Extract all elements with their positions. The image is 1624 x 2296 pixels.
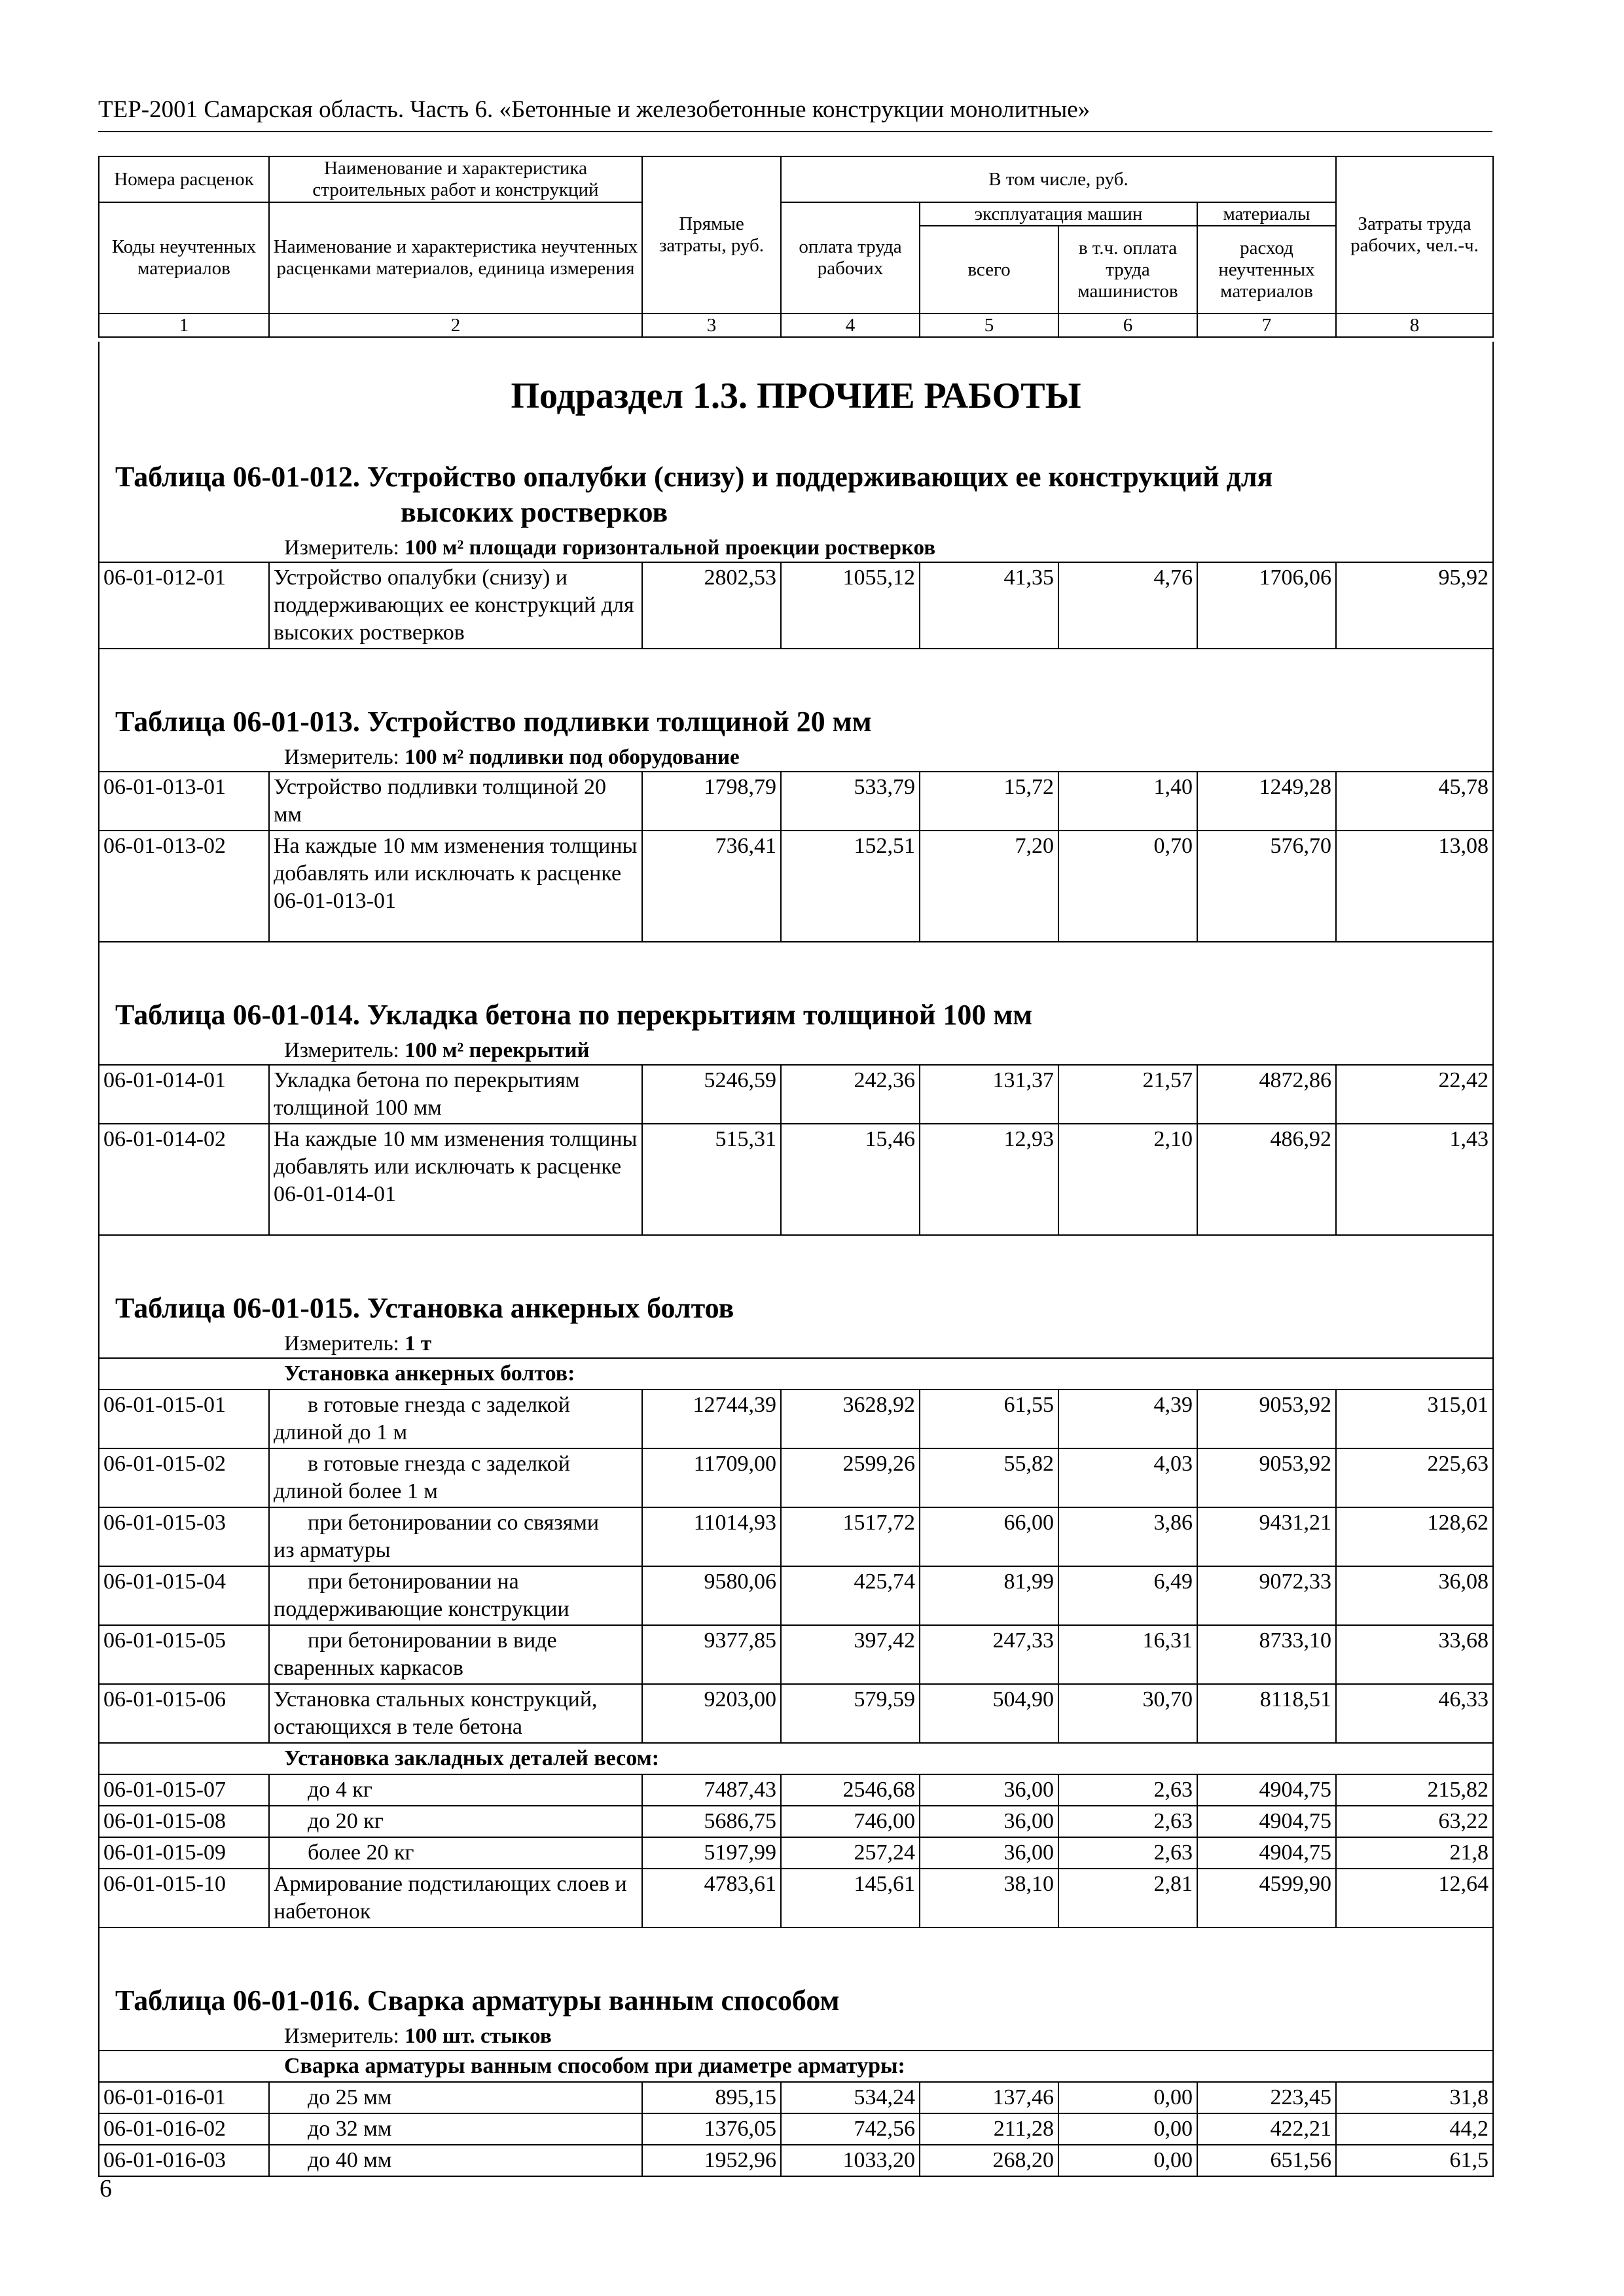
page-number: 6 [99,2175,112,2202]
cell-c6: 16,31 [1058,1625,1197,1684]
cell-code: 06-01-012-01 [99,562,269,649]
cell-code: 06-01-014-01 [99,1065,269,1124]
cell-name-text: до 32 мм [308,2117,392,2141]
cell-name-line2: длиной более 1 м [274,1479,438,1503]
cell-code: 06-01-015-02 [99,1448,269,1507]
cell-c5: 61,55 [920,1390,1058,1448]
cell-name-line2: поддерживающие конструкции [274,1597,569,1621]
cell-code: 06-01-015-08 [99,1806,269,1837]
cell-c7: 1706,06 [1197,562,1336,649]
col-number: 8 [1336,314,1493,337]
cell-c6: 30,70 [1058,1684,1197,1743]
cell-c8: 31,8 [1336,2082,1493,2113]
cell-c5: 137,46 [920,2082,1058,2113]
section-spacer [99,649,1493,685]
cell-c4: 579,59 [781,1684,920,1743]
cell-code: 06-01-016-03 [99,2145,269,2176]
cell-c3: 5197,99 [642,1837,781,1869]
cell-name-line2: сваренных каркасов [274,1656,463,1680]
cell-name-line1: при бетонировании на [308,1570,519,1594]
cell-name-text: более 20 кг [308,1840,414,1865]
table-title-013-text: Таблица 06-01-013. Устройство подливки толщиной 20 мм [115,706,872,738]
measure-013 [99,744,1493,772]
cell-name [269,1566,642,1625]
cell-c4: 397,42 [781,1625,920,1684]
table-row [99,1625,1493,1684]
cell-c3: 4783,61 [642,1869,781,1928]
cell-code: 06-01-015-10 [99,1869,269,1928]
cell-c8: 45,78 [1336,772,1493,831]
measure-label: Измеритель: [284,1332,405,1355]
cell-name: Установка стальных конструкций, остающихся в теле бетона [269,1684,642,1743]
cell-c8: 36,08 [1336,1566,1493,1625]
measure-label: Измеритель: [284,2024,405,2048]
cell-name [269,1448,642,1507]
cell-c8: 215,82 [1336,1774,1493,1806]
cell-c4: 1055,12 [781,562,920,649]
cell-name [269,1390,642,1448]
cell-c5: 268,20 [920,2145,1058,2176]
header-rule [98,131,1492,132]
measure-015 [99,1330,1493,1358]
cell-c8: 44,2 [1336,2113,1493,2145]
cell-c6: 2,81 [1058,1869,1197,1928]
cell-c5: 38,10 [920,1869,1058,1928]
cell-code: 06-01-016-01 [99,2082,269,2113]
rates-table [98,342,1494,2177]
column-header-table [98,156,1494,338]
cell-code: 06-01-015-07 [99,1774,269,1806]
cell-c4: 15,46 [781,1124,920,1235]
cell-c8: 22,42 [1336,1065,1493,1124]
cell-c5: 7,20 [920,831,1058,942]
cell-name-line1: при бетонировании в виде [308,1628,557,1653]
cell-c8: 315,01 [1336,1390,1493,1448]
table-title-016 [99,1964,1493,2022]
table-row [99,2113,1493,2145]
cell-name: Устройство опалубки (снизу) и поддерживающих ее конструкций для высоких ростверков [269,562,642,649]
cell-name-text: до 25 мм [308,2085,392,2109]
cell-code: 06-01-015-01 [99,1390,269,1448]
col-number: 6 [1058,314,1197,337]
cell-name-text: до 4 кг [308,1778,372,1802]
cell-name [269,1625,642,1684]
cell-c3: 9580,06 [642,1566,781,1625]
cell-c7: 4904,75 [1197,1806,1336,1837]
cell-c6: 1,40 [1058,772,1197,831]
cell-c6: 2,63 [1058,1837,1197,1869]
table-row [99,1566,1493,1625]
cell-c7: 4872,86 [1197,1065,1336,1124]
cell-c7: 576,70 [1197,831,1336,942]
section-spacer [99,1928,1493,1964]
cell-c3: 1952,96 [642,2145,781,2176]
cell-c5: 211,28 [920,2113,1058,2145]
table-row [99,1507,1493,1566]
cell-code: 06-01-015-05 [99,1625,269,1684]
col3-header: Прямые затраты, руб. [642,156,781,314]
cell-name-text: до 20 кг [308,1809,384,1833]
cell-c3: 736,41 [642,831,781,942]
col4-header: оплата труда рабочих [781,202,920,314]
cell-c4: 1033,20 [781,2145,920,2176]
table-row [99,1065,1493,1124]
cell-c6: 2,10 [1058,1124,1197,1235]
col-number: 1 [99,314,269,337]
table-title-012 [99,440,1493,534]
measure-012 [99,534,1493,562]
cell-c7: 1249,28 [1197,772,1336,831]
col-number: 2 [269,314,642,337]
including-header: В том числе, руб. [781,156,1336,202]
cell-c7: 486,92 [1197,1124,1336,1235]
table-title-014-text: Таблица 06-01-014. Укладка бетона по перекрытиям толщиной 100 мм [115,999,1033,1031]
cell-c7: 4904,75 [1197,1774,1336,1806]
col2-header-top: Наименование и характеристика строительных работ и конструкций [269,156,642,202]
machines-header: эксплуатация машин [920,202,1197,226]
cell-code: 06-01-015-09 [99,1837,269,1869]
cell-c7: 223,45 [1197,2082,1336,2113]
cell-name: На каждые 10 мм изменения толщины добавлять или исключать к расценке 06-01-013-01 [269,831,642,942]
cell-c3: 895,15 [642,2082,781,2113]
cell-c6: 0,00 [1058,2145,1197,2176]
measure-014 [99,1037,1493,1065]
cell-c7: 4904,75 [1197,1837,1336,1869]
cell-c3: 7487,43 [642,1774,781,1806]
measure-label: Измеритель: [284,1039,405,1062]
col-number: 7 [1197,314,1336,337]
cell-c5: 81,99 [920,1566,1058,1625]
cell-c7: 4599,90 [1197,1869,1336,1928]
measure-value: 100 м² подливки под оборудование [405,745,740,769]
cell-c3: 5246,59 [642,1065,781,1124]
table-row [99,1684,1493,1743]
cell-c5: 36,00 [920,1837,1058,1869]
cell-name [269,1837,642,1869]
cell-c3: 5686,75 [642,1806,781,1837]
cell-c7: 9431,21 [1197,1507,1336,1566]
cell-c7: 651,56 [1197,2145,1336,2176]
cell-c3: 12744,39 [642,1390,781,1448]
cell-name: Устройство подливки толщиной 20 мм [269,772,642,831]
table-title-015-text: Таблица 06-01-015. Установка анкерных болтов [115,1292,734,1324]
cell-c5: 12,93 [920,1124,1058,1235]
cell-c6: 2,63 [1058,1774,1197,1806]
col2-header-bottom: Наименование и характеристика неучтенных расценками материалов, единица измерения [269,202,642,314]
cell-c6: 0,00 [1058,2113,1197,2145]
cell-c4: 742,56 [781,2113,920,2145]
cell-c4: 2599,26 [781,1448,920,1507]
cell-name: На каждые 10 мм изменения толщины добавлять или исключать к расценке 06-01-014-01 [269,1124,642,1235]
cell-c8: 225,63 [1336,1448,1493,1507]
cell-code: 06-01-015-03 [99,1507,269,1566]
cell-code: 06-01-015-06 [99,1684,269,1743]
materials-header: материалы [1197,202,1336,226]
cell-name-text: до 40 мм [308,2148,392,2172]
cell-c8: 63,22 [1336,1806,1493,1837]
cell-c8: 1,43 [1336,1124,1493,1235]
cell-c6: 4,76 [1058,562,1197,649]
cell-name-line2: из арматуры [274,1538,391,1562]
cell-c7: 8733,10 [1197,1625,1336,1684]
cell-c6: 0,00 [1058,2082,1197,2113]
table-title-013 [99,685,1493,744]
cell-name [269,2082,642,2113]
measure-016 [99,2022,1493,2051]
measure-label: Измеритель: [284,745,405,769]
cell-c6: 2,63 [1058,1806,1197,1837]
cell-c8: 12,64 [1336,1869,1493,1928]
cell-c4: 3628,92 [781,1390,920,1448]
section-spacer [99,1235,1493,1271]
subsection-title [99,342,1493,440]
table-row [99,1390,1493,1448]
cell-c5: 15,72 [920,772,1058,831]
cell-name [269,2113,642,2145]
measure-value: 100 м² перекрытий [405,1039,590,1062]
group-header: Установка закладных деталей весом: [99,1743,1493,1774]
group-header: Установка анкерных болтов: [99,1358,1493,1390]
col1-header-bottom: Коды неучтенных материалов [99,202,269,314]
cell-c8: 95,92 [1336,562,1493,649]
cell-c6: 4,39 [1058,1390,1197,1448]
subsection-title-text: Подраздел 1.3. ПРОЧИЕ РАБОТЫ [511,376,1081,416]
cell-c5: 36,00 [920,1806,1058,1837]
cell-c7: 422,21 [1197,2113,1336,2145]
cell-c5: 36,00 [920,1774,1058,1806]
cell-name-line1: при бетонировании со связями [308,1511,600,1535]
cell-c6: 0,70 [1058,831,1197,942]
cell-c8: 33,68 [1336,1625,1493,1684]
cell-c7: 8118,51 [1197,1684,1336,1743]
cell-code: 06-01-013-01 [99,772,269,831]
cell-name [269,2145,642,2176]
cell-c3: 1376,05 [642,2113,781,2145]
cell-c6: 4,03 [1058,1448,1197,1507]
cell-name: Армирование подстилающих слоев и набетонок [269,1869,642,1928]
cell-name-line1: в готовые гнезда с заделкой [308,1452,570,1476]
cell-c8: 21,8 [1336,1837,1493,1869]
cell-name-line1: в готовые гнезда с заделкой [308,1393,570,1417]
document-header: ТЕР-2001 Самарская область. Часть 6. «Бетонные и железобетонные конструкции монолитные» [98,96,1091,123]
cell-c4: 257,24 [781,1837,920,1869]
cell-code: 06-01-016-02 [99,2113,269,2145]
cell-c5: 41,35 [920,562,1058,649]
table-row [99,831,1493,942]
col6-header: в т.ч. оплата труда машинистов [1058,226,1197,314]
col7-header: расход неучтенных материалов [1197,226,1336,314]
cell-c5: 247,33 [920,1625,1058,1684]
cell-name [269,1507,642,1566]
cell-name [269,1806,642,1837]
cell-c4: 1517,72 [781,1507,920,1566]
table-row [99,1837,1493,1869]
cell-c4: 534,24 [781,2082,920,2113]
cell-c3: 2802,53 [642,562,781,649]
cell-c4: 242,36 [781,1065,920,1124]
measure-value: 100 шт. стыков [405,2024,552,2048]
cell-name [269,1774,642,1806]
table-row [99,1806,1493,1837]
col-number: 3 [642,314,781,337]
cell-c7: 9072,33 [1197,1566,1336,1625]
table-title-line2: высоких ростверков [401,496,668,528]
cell-c4: 746,00 [781,1806,920,1837]
table-title-016-text: Таблица 06-01-016. Сварка арматуры ванным способом [115,1984,840,2017]
table-row [99,1869,1493,1928]
cell-c5: 66,00 [920,1507,1058,1566]
cell-name: Укладка бетона по перекрытиям толщиной 100 мм [269,1065,642,1124]
section-spacer [99,942,1493,978]
cell-c8: 128,62 [1336,1507,1493,1566]
cell-c3: 11709,00 [642,1448,781,1507]
table-row [99,1774,1493,1806]
cell-c3: 9203,00 [642,1684,781,1743]
table-row [99,2145,1493,2176]
cell-code: 06-01-013-02 [99,831,269,942]
cell-c4: 2546,68 [781,1774,920,1806]
measure-value: 1 т [405,1332,432,1355]
cell-c6: 21,57 [1058,1065,1197,1124]
cell-name-line2: длиной до 1 м [274,1420,408,1444]
cell-c3: 11014,93 [642,1507,781,1566]
col1-header-top: Номера расценок [99,156,269,202]
cell-code: 06-01-015-04 [99,1566,269,1625]
cell-c8: 46,33 [1336,1684,1493,1743]
col-number: 4 [781,314,920,337]
table-row [99,772,1493,831]
cell-c4: 152,51 [781,831,920,942]
cell-c3: 9377,85 [642,1625,781,1684]
table-title-line1: Таблица 06-01-012. Устройство опалубки (снизу) и поддерживающих ее конструкций для [115,461,1273,493]
measure-label: Измеритель: [284,536,405,560]
cell-c7: 9053,92 [1197,1448,1336,1507]
cell-c4: 533,79 [781,772,920,831]
cell-c4: 425,74 [781,1566,920,1625]
cell-c6: 3,86 [1058,1507,1197,1566]
cell-c3: 515,31 [642,1124,781,1235]
cell-c7: 9053,92 [1197,1390,1336,1448]
cell-c4: 145,61 [781,1869,920,1928]
group-header: Сварка арматуры ванным способом при диаметре арматуры: [99,2051,1493,2082]
table-row [99,1448,1493,1507]
table-row [99,1124,1493,1235]
table-row [99,562,1493,649]
cell-code: 06-01-014-02 [99,1124,269,1235]
cell-c8: 13,08 [1336,831,1493,942]
cell-c3: 1798,79 [642,772,781,831]
measure-value: 100 м² площади горизонтальной проекции ростверков [405,536,936,560]
col8-header: Затраты труда рабочих, чел.-ч. [1336,156,1493,314]
cell-c5: 131,37 [920,1065,1058,1124]
cell-c6: 6,49 [1058,1566,1197,1625]
col-number: 5 [920,314,1058,337]
table-title-015 [99,1271,1493,1330]
cell-c8: 61,5 [1336,2145,1493,2176]
table-title-014 [99,978,1493,1037]
cell-c5: 55,82 [920,1448,1058,1507]
col5-header: всего [920,226,1058,314]
table-row [99,2082,1493,2113]
cell-c5: 504,90 [920,1684,1058,1743]
